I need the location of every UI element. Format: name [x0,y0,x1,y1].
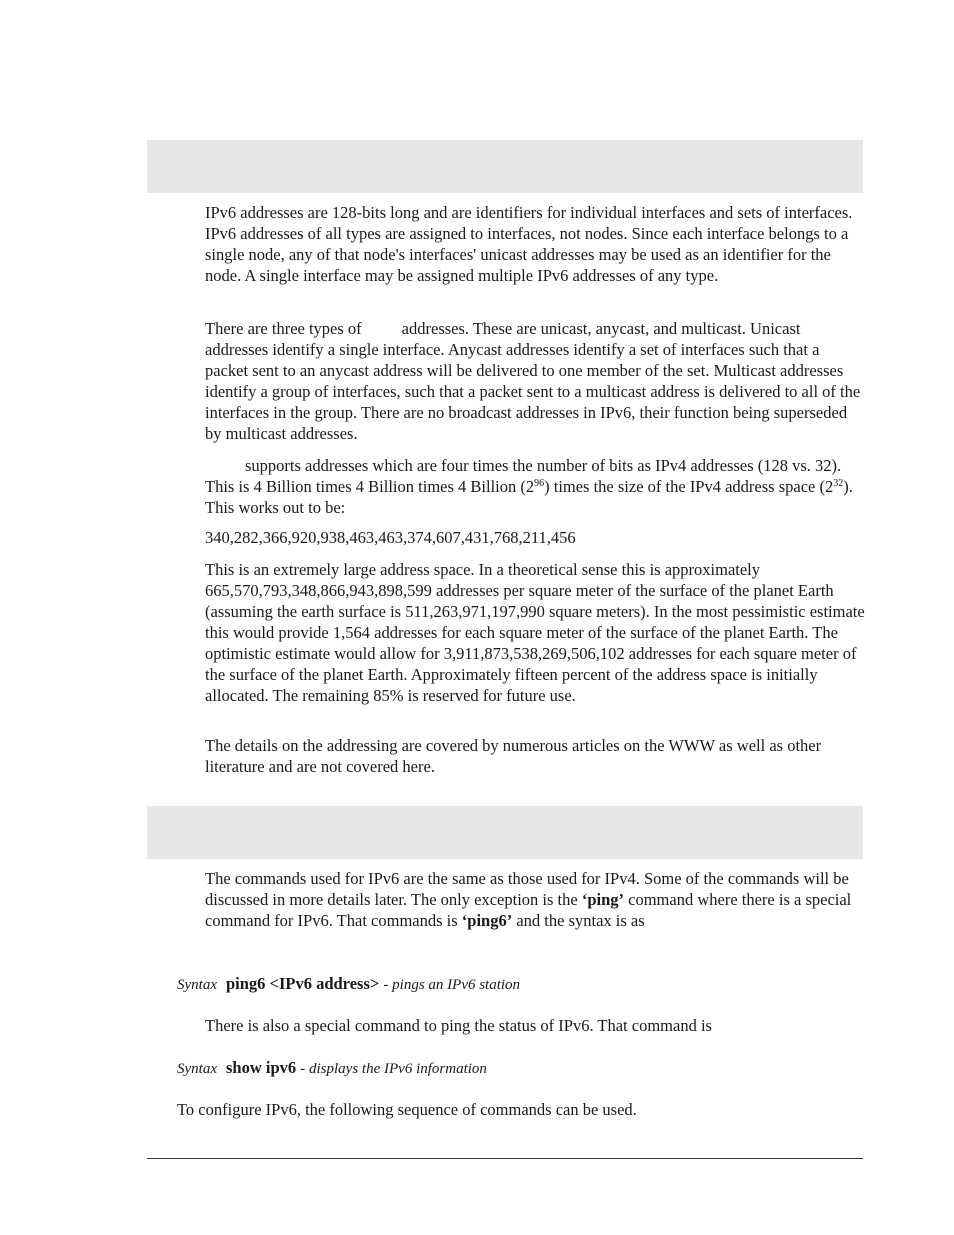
address-space-text-c: ). This works out to be: [205,477,853,517]
commands-text-c: and the syntax is as [516,911,645,930]
syntax-command: ping6 <IPv6 address> [225,974,380,993]
ping-keyword: ‘ping’ [581,890,625,909]
address-count-value: 340,282,366,920,938,463,463,374,607,431,768,211,456 [205,528,576,547]
exponent-96: 96 [534,478,545,489]
syntax-ping6 [177,973,857,996]
syntax-label: Syntax [177,977,217,993]
section-heading-band [147,140,863,193]
address-space-text-a: supports addresses which are four times the number of bits as IPv4 addresses (128 vs. 32). This is 4 Billion times 4 Billion times 4 Billion (2 [205,456,842,496]
paragraph-address-types [205,318,865,444]
commands-text-b: command where there is a special command for IPv6. That commands is [205,890,852,930]
paragraph-addressing-details: The details on the addressing are covered by numerous articles on the WWW as well as other literature and are not covered here. [205,736,822,776]
exponent-32: 32 [833,478,844,489]
paragraph-configure-ipv6: To configure IPv6, the following sequence of commands can be used. [177,1100,637,1119]
paragraph-ping-status: There is also a special command to ping the status of IPv6. That command is [205,1016,712,1035]
footer-rule [147,1158,863,1159]
paragraph-address-space [205,455,865,518]
syntax-description: - pings an IPv6 station [383,977,521,993]
ping6-keyword: ‘ping6’ [461,911,513,930]
address-types-body: addresses. These are unicast, anycast, and multicast. Unicast addresses identify a single interface. Anycast addresses identify a set of interfaces such that a packet sent to an anycast address will be delivered to one member of the set. Multicast addresses identify a group of interfaces, such that a packet sent to a multicast address is delivered to all of the interfaces in the group. There are no broadcast addresses in IPv6, their function being superseded by multicast addresses. [205,319,861,443]
syntax-label: Syntax [177,1061,217,1077]
syntax-command: show ipv6 [225,1058,297,1077]
paragraph-address-density: This is an extremely large address space. In a theoretical sense this is approximately 665,570,793,348,866,943,898,599 addresses per square meter of the surface of the planet Earth (assuming the earth surface is 511,263,971,197,990 square meters). In the most pessimistic estimate this would provide 1,564 addresses for each square meter of the surface of the planet Earth. The optimistic estimate would allow for 3,911,873,538,269,506,102 addresses for each square meter of the surface of the planet Earth. Approximately fifteen percent of the address space is initially allocated. The remaining 85% is reserved for future use. [205,560,865,705]
commands-text-a: The commands used for IPv6 are the same as those used for IPv4. Some of the commands will be discussed in more details later. The only exception is the [205,869,849,909]
paragraph-ipv6-commands [205,868,865,931]
paragraph-address-overview: IPv6 addresses are 128-bits long and are identifiers for individual interfaces and sets of interfaces. IPv6 addresses of all types are assigned to interfaces, not nodes. Since each interface belongs to a single node, any of that node's interfaces' unicast addresses may be used as an identifier for the node. A single interface may be assigned multiple IPv6 addresses of any type. [205,203,853,285]
address-types-lead: There are three types of [205,319,362,338]
syntax-description: - displays the IPv6 information [300,1061,487,1077]
section-heading-band [147,806,863,859]
syntax-show-ipv6 [177,1057,857,1080]
address-space-text-b: ) times the size of the IPv4 address space (2 [544,477,834,496]
